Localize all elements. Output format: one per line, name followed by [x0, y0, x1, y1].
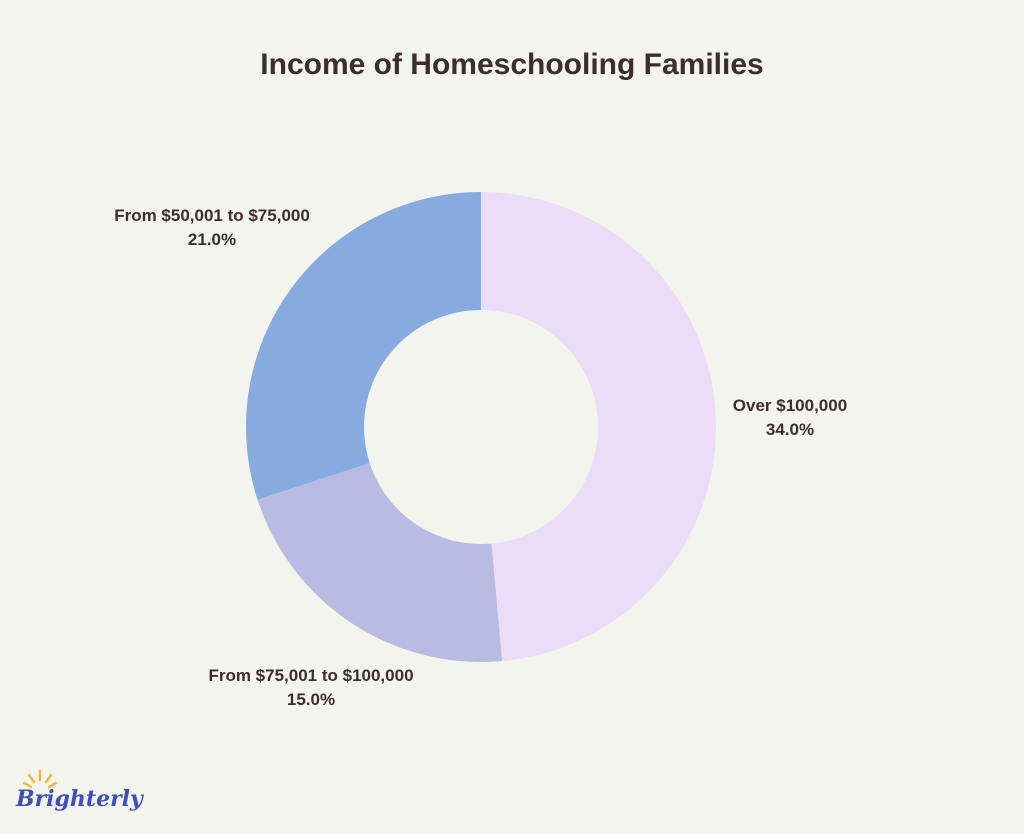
slice-label-1: Over $100,000 [732, 396, 848, 415]
svg-text:Brighterly: Brighterly [16, 786, 143, 812]
slice-percent-2: 15.0% [286, 690, 336, 709]
brighterly-logo [16, 768, 143, 818]
slice-percent-3: 21.0% [187, 230, 237, 249]
chart-title: Income of Homeschooling Families [260, 48, 764, 81]
donut-slice-3 [246, 192, 481, 500]
slice-label-2: From $75,001 to $100,000 [208, 666, 414, 685]
donut-slice-2 [258, 463, 503, 662]
slice-percent-1: 34.0% [765, 420, 815, 439]
sun-icon [24, 771, 56, 787]
donut-slice-1 [481, 192, 716, 661]
slice-label-3: From $50,001 to $75,000 [114, 206, 310, 225]
